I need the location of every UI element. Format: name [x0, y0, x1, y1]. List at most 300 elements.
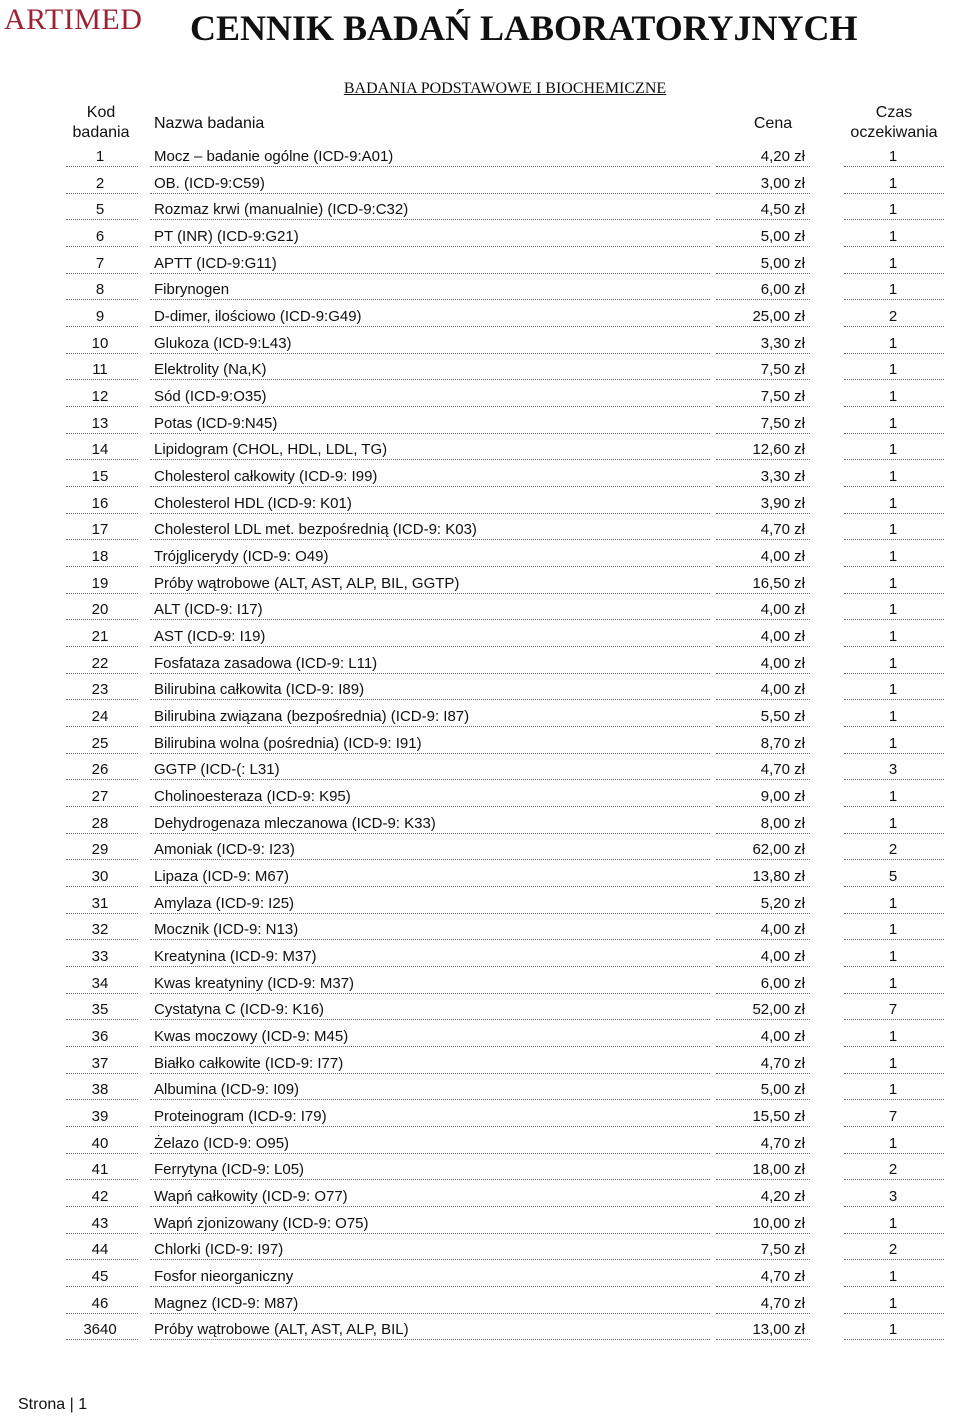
row-divider [66, 673, 138, 674]
row-price: 5,50 zł [760, 708, 805, 726]
row-code: 45 [91, 1268, 109, 1286]
row-price: 8,00 zł [760, 814, 805, 832]
row-code: 27 [91, 788, 109, 806]
row-divider [150, 1099, 710, 1100]
table-row [0, 384, 960, 411]
row-divider [150, 326, 710, 327]
row-divider [716, 699, 810, 700]
row-wait-time: 1 [888, 254, 898, 272]
row-divider [716, 1206, 810, 1207]
row-divider [844, 433, 944, 434]
row-code: 42 [91, 1188, 109, 1206]
row-divider [150, 299, 710, 300]
footer-page-number: 1 [78, 1396, 88, 1413]
row-wait-time: 1 [888, 1054, 898, 1072]
row-divider [150, 1073, 710, 1074]
row-wait-time: 1 [888, 1294, 898, 1312]
row-wait-time: 1 [888, 201, 898, 219]
row-wait-time: 1 [888, 388, 898, 406]
row-test-name: Mocznik (ICD-9: N13) [154, 921, 299, 939]
row-code: 12 [91, 388, 109, 406]
row-price: 5,00 zł [760, 254, 805, 272]
row-divider [66, 699, 138, 700]
table-row [0, 997, 960, 1024]
row-wait-time: 1 [888, 788, 898, 806]
table-row [0, 651, 960, 678]
row-price: 6,00 zł [760, 281, 805, 299]
row-divider [716, 1099, 810, 1100]
row-price: 4,00 zł [760, 681, 805, 699]
row-divider [716, 246, 810, 247]
row-code: 28 [91, 814, 109, 832]
row-divider [716, 1019, 810, 1020]
row-test-name: Elektrolity (Na,K) [154, 361, 267, 379]
row-wait-time: 1 [888, 441, 898, 459]
row-divider [844, 753, 944, 754]
row-divider [716, 1046, 810, 1047]
row-code: 34 [91, 974, 109, 992]
row-divider [844, 1206, 944, 1207]
row-divider [844, 886, 944, 887]
row-divider [66, 1313, 138, 1314]
row-divider [150, 833, 710, 834]
column-header-kod [66, 103, 136, 143]
row-wait-time: 1 [888, 814, 898, 832]
row-wait-time: 2 [888, 1241, 898, 1259]
row-test-name: Cholesterol HDL (ICD-9: K01) [154, 494, 352, 512]
row-divider [150, 1286, 710, 1287]
row-code: 36 [91, 1028, 109, 1046]
row-divider [66, 486, 138, 487]
row-divider [716, 433, 810, 434]
row-divider [716, 539, 810, 540]
row-code: 20 [91, 601, 109, 619]
table-row [0, 597, 960, 624]
row-price: 4,00 zł [760, 601, 805, 619]
row-code: 21 [91, 628, 109, 646]
row-divider [150, 513, 710, 514]
table-row [0, 144, 960, 171]
row-divider [716, 379, 810, 380]
row-divider [66, 1019, 138, 1020]
row-divider [150, 859, 710, 860]
row-divider [716, 913, 810, 914]
row-test-name: Proteinogram (ICD-9: I79) [154, 1108, 327, 1126]
row-price: 13,80 zł [752, 868, 805, 886]
row-divider [150, 646, 710, 647]
row-divider [716, 726, 810, 727]
row-divider [150, 486, 710, 487]
row-price: 4,70 zł [760, 1134, 805, 1152]
row-divider [150, 539, 710, 540]
row-divider [716, 459, 810, 460]
row-divider [844, 939, 944, 940]
row-price: 5,00 zł [760, 228, 805, 245]
row-test-name: D-dimer, ilościowo (ICD-9:G49) [154, 308, 362, 326]
table-row [0, 971, 960, 998]
row-code: 43 [91, 1214, 109, 1232]
row-divider [66, 566, 138, 567]
row-divider [150, 246, 710, 247]
row-price: 4,70 zł [760, 1054, 805, 1072]
row-wait-time: 1 [888, 1028, 898, 1046]
column-header-name: Nazwa badania [154, 115, 265, 132]
row-wait-time: 7 [888, 1108, 898, 1126]
row-test-name: Bilirubina całkowita (ICD-9: I89) [154, 681, 365, 699]
row-price: 15,50 zł [752, 1108, 805, 1126]
row-divider [66, 1153, 138, 1154]
row-test-name: AST (ICD-9: I19) [154, 628, 266, 646]
row-divider [844, 673, 944, 674]
table-row [0, 677, 960, 704]
row-wait-time: 1 [888, 654, 898, 672]
row-divider [150, 699, 710, 700]
table-row [0, 491, 960, 518]
column-header-kod-line2: badania [72, 124, 130, 141]
row-test-name: Kwas moczowy (ICD-9: M45) [154, 1028, 349, 1046]
row-price: 13,00 zł [752, 1321, 805, 1339]
table-row [0, 331, 960, 358]
row-wait-time: 2 [888, 308, 898, 326]
row-price: 25,00 zł [752, 308, 805, 326]
row-code: 44 [91, 1241, 109, 1259]
row-divider [716, 1339, 810, 1340]
row-divider [150, 619, 710, 620]
column-header-time-line1: Czas [875, 104, 913, 121]
row-price: 4,70 zł [760, 761, 805, 779]
row-divider [150, 1313, 710, 1314]
row-code: 16 [91, 494, 109, 512]
row-test-name: Wapń zjonizowany (ICD-9: O75) [154, 1214, 369, 1232]
row-divider [844, 566, 944, 567]
row-divider [716, 1259, 810, 1260]
row-divider [844, 726, 944, 727]
row-divider [716, 353, 810, 354]
row-divider [844, 619, 944, 620]
row-price: 4,00 zł [760, 654, 805, 672]
row-price: 12,60 zł [752, 441, 805, 459]
row-divider [716, 646, 810, 647]
table-row [0, 891, 960, 918]
row-price: 16,50 zł [752, 574, 805, 592]
table-row [0, 944, 960, 971]
row-divider [66, 1339, 138, 1340]
row-price: 18,00 zł [752, 1161, 805, 1179]
row-divider [66, 1259, 138, 1260]
row-wait-time: 1 [888, 974, 898, 992]
row-divider [716, 219, 810, 220]
row-divider [844, 1339, 944, 1340]
row-divider [716, 886, 810, 887]
row-divider [66, 459, 138, 460]
row-price: 4,70 zł [760, 1294, 805, 1312]
table-row [0, 277, 960, 304]
table-row [0, 784, 960, 811]
column-header-price: Cena [753, 115, 793, 132]
row-test-name: Cholesterol całkowity (ICD-9: I99) [154, 468, 378, 486]
row-divider [150, 379, 710, 380]
row-price: 62,00 zł [752, 841, 805, 859]
table-row [0, 571, 960, 598]
table-row [0, 1184, 960, 1211]
row-test-name: Żelazo (ICD-9: O95) [154, 1134, 290, 1152]
row-divider [66, 406, 138, 407]
row-code: 39 [91, 1108, 109, 1126]
row-wait-time: 1 [888, 708, 898, 726]
row-test-name: Próby wątrobowe (ALT, AST, ALP, BIL, GGTP) [154, 574, 460, 592]
row-price: 7,50 zł [760, 388, 805, 406]
row-divider [66, 1233, 138, 1234]
row-code: 11 [92, 361, 108, 379]
row-code: 23 [91, 681, 109, 699]
row-divider [844, 1073, 944, 1074]
row-test-name: Amoniak (ICD-9: I23) [154, 841, 295, 859]
row-test-name: Bilirubina związana (bezpośrednia) (ICD-9: I87) [154, 708, 470, 726]
row-wait-time: 1 [888, 174, 898, 192]
table-row [0, 544, 960, 571]
row-code: 1 [95, 148, 105, 165]
row-divider [66, 646, 138, 647]
row-divider [66, 433, 138, 434]
row-test-name: Glukoza (ICD-9:L43) [154, 334, 292, 352]
table-row [0, 197, 960, 224]
row-test-name: Lipaza (ICD-9: M67) [154, 868, 290, 886]
row-divider [844, 459, 944, 460]
row-wait-time: 1 [888, 1134, 898, 1152]
row-price: 52,00 zł [752, 1001, 805, 1019]
row-code: 32 [91, 921, 109, 939]
row-test-name: Rozmaz krwi (manualnie) (ICD-9:C32) [154, 201, 409, 219]
row-divider [844, 1019, 944, 1020]
row-wait-time: 3 [888, 1188, 898, 1206]
row-wait-time: 2 [888, 841, 898, 859]
row-divider [844, 1179, 944, 1180]
row-divider [150, 1179, 710, 1180]
row-price: 8,70 zł [760, 734, 805, 752]
row-code: 9 [95, 308, 105, 326]
logo: ARTIMED [4, 3, 143, 36]
row-wait-time: 1 [888, 601, 898, 619]
row-divider [66, 859, 138, 860]
row-divider [66, 1179, 138, 1180]
column-header-kod-line1: Kod [86, 104, 116, 121]
table-row [0, 437, 960, 464]
table-row [0, 811, 960, 838]
footer-separator: | [69, 1396, 74, 1413]
table-row [0, 704, 960, 731]
row-test-name: Fosfataza zasadowa (ICD-9: L11) [154, 654, 378, 672]
row-price: 4,00 zł [760, 628, 805, 646]
row-divider [150, 353, 710, 354]
row-divider [844, 1126, 944, 1127]
row-divider [150, 1126, 710, 1127]
row-code: 26 [91, 761, 109, 779]
row-price: 5,20 zł [760, 894, 805, 912]
row-code: 5 [95, 201, 105, 219]
table-row [0, 464, 960, 491]
row-price: 4,20 zł [760, 148, 805, 165]
row-price: 4,70 zł [760, 1268, 805, 1286]
row-code: 46 [91, 1294, 109, 1312]
row-divider [716, 673, 810, 674]
row-wait-time: 1 [888, 1321, 898, 1339]
row-wait-time: 7 [888, 1001, 898, 1019]
row-divider [66, 966, 138, 967]
row-divider [150, 993, 710, 994]
row-divider [66, 833, 138, 834]
row-divider [150, 219, 710, 220]
table-row [0, 624, 960, 651]
row-divider [150, 1153, 710, 1154]
table-row [0, 1211, 960, 1238]
row-divider [150, 273, 710, 274]
row-divider [716, 859, 810, 860]
row-divider [66, 273, 138, 274]
page-footer [18, 1395, 87, 1415]
row-wait-time: 1 [888, 681, 898, 699]
row-divider [66, 993, 138, 994]
row-divider [716, 299, 810, 300]
row-price: 4,00 zł [760, 921, 805, 939]
row-price: 4,00 zł [760, 948, 805, 966]
row-code: 33 [91, 948, 109, 966]
row-divider [844, 193, 944, 194]
row-test-name: Dehydrogenaza mleczanowa (ICD-9: K33) [154, 814, 436, 832]
row-wait-time: 1 [888, 921, 898, 939]
row-divider [150, 753, 710, 754]
row-divider [716, 566, 810, 567]
row-test-name: Kwas kreatyniny (ICD-9: M37) [154, 974, 355, 992]
row-divider [150, 1206, 710, 1207]
row-test-name: Mocz – badanie ogólne (ICD-9:A01) [154, 148, 394, 165]
row-test-name: Fibrynogen [154, 281, 230, 299]
row-divider [844, 1259, 944, 1260]
row-code: 10 [91, 334, 109, 352]
row-divider [66, 913, 138, 914]
row-divider [150, 459, 710, 460]
table-row [0, 1051, 960, 1078]
row-divider [844, 353, 944, 354]
row-code: 30 [91, 868, 109, 886]
row-wait-time: 1 [888, 628, 898, 646]
row-price: 4,20 zł [760, 1188, 805, 1206]
page-title: CENNIK BADAŃ LABORATORYJNYCH [190, 8, 858, 48]
row-price: 4,00 zł [760, 548, 805, 566]
row-test-name: Wapń całkowity (ICD-9: O77) [154, 1188, 348, 1206]
row-wait-time: 1 [888, 228, 898, 245]
row-divider [716, 1073, 810, 1074]
row-divider [66, 166, 138, 167]
row-divider [844, 1099, 944, 1100]
row-divider [150, 966, 710, 967]
row-code: 22 [91, 654, 109, 672]
table-row [0, 411, 960, 438]
row-price: 4,70 zł [760, 521, 805, 539]
table-row [0, 224, 960, 251]
table-row [0, 1237, 960, 1264]
table-row [0, 1264, 960, 1291]
row-divider [844, 806, 944, 807]
row-divider [150, 1046, 710, 1047]
row-divider [66, 1046, 138, 1047]
row-wait-time: 1 [888, 1081, 898, 1099]
footer-label: Strona [18, 1396, 66, 1413]
row-divider [844, 646, 944, 647]
row-divider [716, 513, 810, 514]
row-test-name: OB. (ICD-9:C59) [154, 174, 265, 192]
row-divider [844, 593, 944, 594]
column-header-time-line2: oczekiwania [850, 124, 938, 141]
table-row [0, 1157, 960, 1184]
row-divider [716, 193, 810, 194]
table-row [0, 757, 960, 784]
row-divider [844, 833, 944, 834]
row-divider [66, 593, 138, 594]
row-divider [150, 726, 710, 727]
row-price: 5,00 zł [760, 1081, 805, 1099]
row-divider [844, 513, 944, 514]
row-divider [844, 699, 944, 700]
row-divider [66, 939, 138, 940]
row-test-name: Cholesterol LDL met. bezpośrednią (ICD-9: K03) [154, 521, 477, 539]
row-divider [66, 619, 138, 620]
row-test-name: Fosfor nieorganiczny [154, 1268, 294, 1286]
row-divider [844, 1153, 944, 1154]
row-wait-time: 1 [888, 548, 898, 566]
row-test-name: GGTP (ICD-(: L31) [154, 761, 280, 779]
row-wait-time: 1 [888, 1268, 898, 1286]
row-wait-time: 1 [888, 948, 898, 966]
row-code: 8 [95, 281, 105, 299]
row-test-name: ALT (ICD-9: I17) [154, 601, 263, 619]
row-price: 7,50 zł [760, 361, 805, 379]
row-divider [66, 326, 138, 327]
row-test-name: Cystatyna C (ICD-9: K16) [154, 1001, 325, 1019]
row-test-name: Lipidogram (CHOL, HDL, LDL, TG) [154, 441, 388, 459]
row-code: 19 [91, 574, 109, 592]
row-test-name: Cholinoesteraza (ICD-9: K95) [154, 788, 351, 806]
row-divider [844, 1046, 944, 1047]
row-divider [716, 966, 810, 967]
row-test-name: Kreatynina (ICD-9: M37) [154, 948, 317, 966]
row-code: 41 [91, 1161, 109, 1179]
row-divider [844, 1286, 944, 1287]
table-row [0, 1291, 960, 1318]
row-code: 37 [91, 1054, 109, 1072]
row-divider [716, 1126, 810, 1127]
row-wait-time: 1 [888, 334, 898, 352]
row-divider [716, 779, 810, 780]
row-code: 40 [91, 1134, 109, 1152]
row-divider [66, 1126, 138, 1127]
row-divider [716, 593, 810, 594]
row-test-name: Bilirubina wolna (pośrednia) (ICD-9: I91) [154, 734, 422, 752]
row-divider [150, 939, 710, 940]
row-divider [716, 166, 810, 167]
row-divider [150, 886, 710, 887]
row-divider [66, 806, 138, 807]
row-divider [844, 1233, 944, 1234]
row-divider [716, 1313, 810, 1314]
row-divider [716, 486, 810, 487]
row-divider [66, 886, 138, 887]
table-row [0, 517, 960, 544]
row-divider [66, 193, 138, 194]
row-wait-time: 1 [888, 574, 898, 592]
row-test-name: Trójglicerydy (ICD-9: O49) [154, 548, 329, 566]
table-row [0, 357, 960, 384]
row-code: 38 [91, 1081, 109, 1099]
